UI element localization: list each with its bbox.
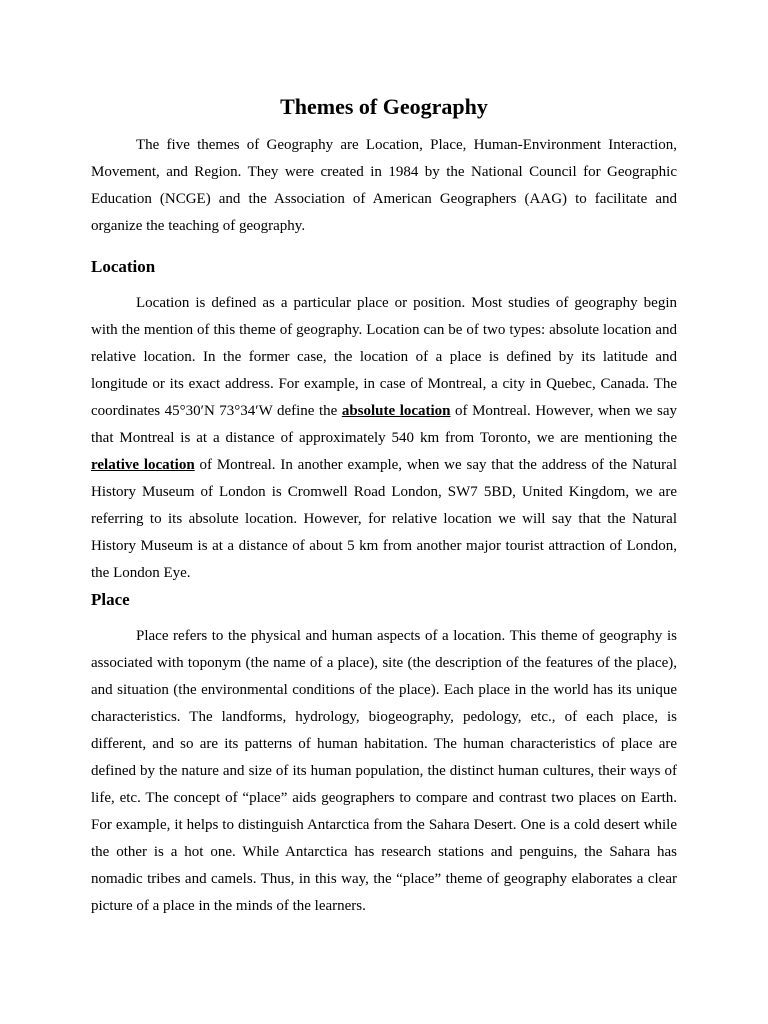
location-text-3: of Montreal. In another example, when we say that the address of the Natural History Museum of London is Cromwell Road London, SW7 5BD, United Kingdom, we are referring to its absolute location. However, for relative location we will say that the Natural History Museum is at a distance of about 5 km from another major tourist attraction of London, the London Eye. <box>91 457 677 581</box>
location-paragraph <box>91 290 677 587</box>
absolute-location-term: absolute location <box>341 403 451 419</box>
intro-section <box>91 132 677 240</box>
location-text-1: Location is defined as a particular place or position. Most studies of geography begin with the mention of this theme of geography. Location can be of two types: absolute location and relative location. In the former case, the location of a place is defined by its latitude and longitude or its exact address. For example, in case of Montreal, a city in Quebec, Canada. The coordinates 45°30′N 73°34′W define the <box>91 295 677 419</box>
relative-location-term: relative location <box>91 457 195 473</box>
location-section <box>91 290 677 587</box>
location-heading: Location <box>91 257 156 276</box>
location-text-2: of Montreal. However, when we say that Montreal is at a distance of approximately 540 km from Toronto, we are mentioning the <box>91 403 677 446</box>
place-section <box>91 623 677 920</box>
document-title: Themes of Geography <box>280 94 488 119</box>
intro-paragraph: The five themes of Geography are Location, Place, Human-Environment Interaction, Movement, and Region. They were created in 1984 by the National Council for Geographic Education (NCGE) and the Association of American Geographers (AAG) to facilitate and organize the teaching of geography. <box>91 137 677 234</box>
place-paragraph: Place refers to the physical and human aspects of a location. This theme of geography is associated with toponym (the name of a place), site (the description of the features of the place), and situation (the environmental conditions of the place). Each place in the world has its unique characteristics. The landforms, hydrology, biogeography, pedology, etc., of each place, is different, and so are its patterns of human habitation. The human characteristics of place are defined by the nature and size of its human population, the distinct human cultures, their ways of life, etc. The concept of “place” aids geographers to compare and contrast two places on Earth. For example, it helps to distinguish Antarctica from the Sahara Desert. One is a cold desert while the other is a hot one. While Antarctica has research stations and penguins, the Sahara has nomadic tribes and camels. Thus, in this way, the “place” theme of geography elaborates a clear picture of a place in the minds of the learners. <box>91 628 677 914</box>
place-heading: Place <box>91 590 130 609</box>
